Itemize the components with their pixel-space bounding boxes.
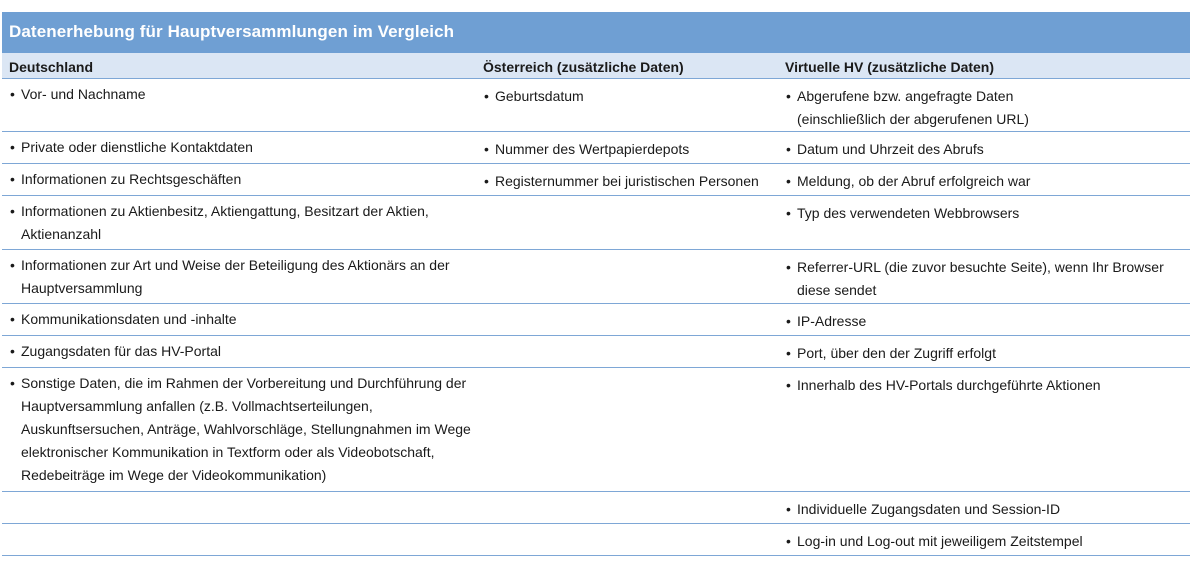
- bullet-icon: •: [484, 141, 489, 157]
- table-row: [2, 250, 1190, 304]
- list-item: [484, 138, 784, 161]
- list-item-continuation: (einschließlich der abgerufenen URL): [797, 111, 1029, 127]
- list-item-text: Nummer des Wertpapierdepots: [495, 141, 690, 157]
- list-item: [10, 200, 480, 223]
- list-item: [786, 138, 1186, 161]
- list-item-continuation: Auskunftsersuchen, Anträge, Wahlvorschläge, Stellungnahmen im Wege: [21, 421, 471, 437]
- table-row: [2, 368, 1190, 492]
- list-item: [786, 374, 1186, 397]
- cell-oesterreich: [484, 85, 784, 108]
- list-item: [786, 530, 1186, 553]
- table-row: [2, 164, 1190, 196]
- list-item: [786, 256, 1186, 279]
- list-item-continuation: elektronischer Kommunikation in Textform oder als Videobotschaft,: [21, 444, 435, 460]
- bullet-icon: •: [786, 313, 791, 329]
- list-item-text: Zugangsdaten für das HV-Portal: [21, 343, 222, 359]
- bullet-icon: •: [10, 171, 15, 187]
- bullet-icon: •: [786, 345, 791, 361]
- list-item-text: Abgerufene bzw. angefragte Daten: [797, 88, 1014, 104]
- list-item-text: Informationen zu Aktienbesitz, Aktiengattung, Besitzart der Aktien,: [21, 203, 429, 219]
- table-row: [2, 132, 1190, 164]
- list-item-text: Typ des verwendeten Webbrowsers: [797, 205, 1020, 221]
- table-row: [2, 196, 1190, 250]
- bullet-icon: •: [786, 501, 791, 517]
- bullet-icon: •: [786, 205, 791, 221]
- list-item-continuation: Redebeiträge im Wege der Videokommunikation): [21, 467, 327, 483]
- cell-deutschland: [10, 308, 480, 331]
- cell-virtuelle-hv: [786, 202, 1186, 225]
- bullet-icon: •: [786, 88, 791, 104]
- bullet-icon: •: [786, 173, 791, 189]
- list-item-text: Kommunikationsdaten und -inhalte: [21, 311, 237, 327]
- column-header-deutschland: Deutschland: [9, 59, 94, 75]
- column-header-virtuelle-hv: Virtuelle HV (zusätzliche Daten): [785, 59, 995, 75]
- list-item-continuation: diese sendet: [797, 282, 877, 298]
- list-item: [484, 170, 784, 193]
- bullet-icon: •: [10, 343, 15, 359]
- cell-virtuelle-hv: [786, 310, 1186, 333]
- list-item-text: Individuelle Zugangsdaten und Session-ID: [797, 501, 1061, 517]
- column-header-oesterreich: Österreich (zusätzliche Daten): [483, 59, 684, 75]
- bullet-icon: •: [10, 86, 15, 102]
- bullet-icon: •: [786, 377, 791, 393]
- list-item-text: Meldung, ob der Abruf erfolgreich war: [797, 173, 1031, 189]
- table-title-bar: [2, 12, 1190, 53]
- table-title: Datenerhebung für Hauptversammlungen im Vergleich: [9, 22, 455, 41]
- cell-deutschland: [10, 168, 480, 191]
- list-item-continuation: Hauptversammlung: [21, 280, 143, 296]
- list-item: [484, 85, 784, 108]
- list-item: [786, 202, 1186, 225]
- list-item-text: Informationen zur Art und Weise der Beteiligung des Aktionärs an der: [21, 257, 450, 273]
- list-item-text: Sonstige Daten, die im Rahmen der Vorbereitung und Durchführung der: [21, 375, 467, 391]
- cell-oesterreich: [484, 170, 784, 193]
- bullet-icon: •: [10, 375, 15, 391]
- cell-deutschland: [10, 372, 480, 487]
- cell-virtuelle-hv: [786, 498, 1186, 521]
- table-row: [2, 336, 1190, 368]
- cell-virtuelle-hv: [786, 256, 1186, 302]
- list-item-text: IP-Adresse: [797, 313, 867, 329]
- list-item-text: Informationen zu Rechtsgeschäften: [21, 171, 242, 187]
- cell-virtuelle-hv: [786, 170, 1186, 193]
- list-item: [10, 168, 480, 191]
- table-row: [2, 304, 1190, 336]
- list-item: [10, 308, 480, 331]
- list-item: [10, 372, 480, 395]
- cell-virtuelle-hv: [786, 530, 1186, 553]
- list-item-text: Log-in und Log-out mit jeweiligem Zeitstempel: [797, 533, 1083, 549]
- bullet-icon: •: [10, 257, 15, 273]
- table-header-row: [2, 53, 1190, 79]
- list-item-text: Port, über den der Zugriff erfolgt: [797, 345, 996, 361]
- list-item-text: Registernummer bei juristischen Personen: [495, 173, 759, 189]
- cell-virtuelle-hv: [786, 374, 1186, 397]
- bullet-icon: •: [484, 173, 489, 189]
- table-row: [2, 79, 1190, 132]
- list-item: [786, 170, 1186, 193]
- list-item: [10, 136, 480, 159]
- bullet-icon: •: [10, 311, 15, 327]
- list-item-text: Vor- und Nachname: [21, 86, 146, 102]
- list-item: [786, 498, 1186, 521]
- cell-virtuelle-hv: [786, 85, 1186, 131]
- list-item: [786, 310, 1186, 333]
- list-item-text: Geburtsdatum: [495, 88, 584, 104]
- cell-deutschland: [10, 254, 480, 300]
- cell-oesterreich: [484, 138, 784, 161]
- list-item: [10, 340, 480, 363]
- list-item: [786, 342, 1186, 365]
- bullet-icon: •: [484, 88, 489, 104]
- cell-virtuelle-hv: [786, 138, 1186, 161]
- list-item-continuation: Hauptversammlung anfallen (z.B. Vollmachtserteilungen,: [21, 398, 373, 414]
- table-row: [2, 524, 1190, 556]
- bullet-icon: •: [786, 259, 791, 275]
- cell-deutschland: [10, 200, 480, 246]
- list-item: [10, 83, 480, 106]
- list-item-text: Referrer-URL (die zuvor besuchte Seite), wenn Ihr Browser: [797, 259, 1164, 275]
- cell-virtuelle-hv: [786, 342, 1186, 365]
- list-item-text: Datum und Uhrzeit des Abrufs: [797, 141, 984, 157]
- list-item-text: Private oder dienstliche Kontaktdaten: [21, 139, 253, 155]
- bullet-icon: •: [786, 533, 791, 549]
- cell-deutschland: [10, 340, 480, 363]
- bullet-icon: •: [10, 203, 15, 219]
- list-item: [786, 85, 1186, 108]
- bullet-icon: •: [10, 139, 15, 155]
- bullet-icon: •: [786, 141, 791, 157]
- table-row: [2, 492, 1190, 524]
- list-item-text: Innerhalb des HV-Portals durchgeführte Aktionen: [797, 377, 1101, 393]
- list-item: [10, 254, 480, 277]
- cell-deutschland: [10, 83, 480, 106]
- cell-deutschland: [10, 136, 480, 159]
- list-item-continuation: Aktienanzahl: [21, 226, 102, 242]
